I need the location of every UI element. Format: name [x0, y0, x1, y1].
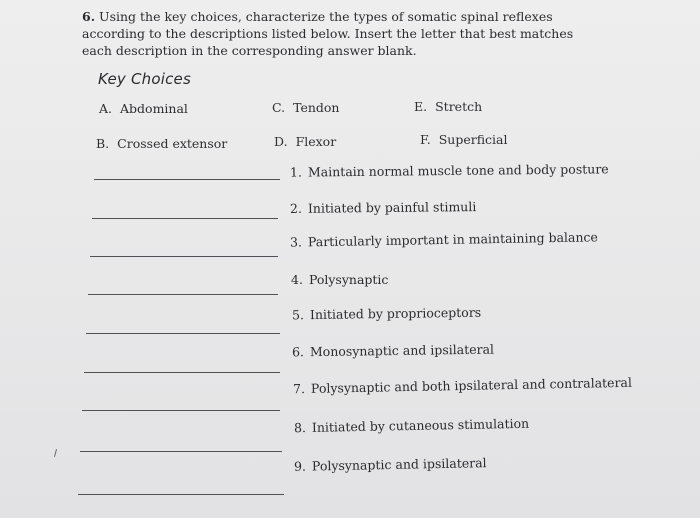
key-choice-label: Stretch: [435, 99, 483, 114]
answer-blank-4[interactable]: [88, 294, 278, 295]
answer-blank-2[interactable]: [92, 218, 278, 219]
answer-blank-5[interactable]: [86, 333, 280, 334]
description-4: [291, 272, 388, 287]
description-text: Polysynaptic: [308, 272, 389, 287]
key-choices-title: Key Choices: [98, 70, 191, 88]
description-9: [294, 455, 487, 474]
key-choice-label: Superficial: [438, 132, 508, 147]
question-prompt: [82, 8, 602, 59]
key-choice-letter: C.: [272, 100, 286, 115]
description-number: 6.: [291, 344, 305, 360]
key-choice-label: Tendon: [293, 100, 340, 115]
description-number: 8.: [293, 420, 307, 436]
key-choice-c: [272, 100, 340, 115]
key-choice-f: [420, 132, 507, 147]
key-choice-b: [96, 136, 227, 151]
key-choice-letter: B.: [96, 136, 110, 151]
key-choice-d: [274, 134, 336, 149]
key-choice-label: Crossed extensor: [117, 136, 228, 151]
question-number: 6.: [82, 9, 96, 24]
description-number: 4.: [291, 272, 303, 287]
description-text: Polysynaptic and ipsilateral: [311, 455, 487, 474]
description-text: Maintain normal muscle tone and body posture: [307, 161, 609, 180]
description-1: [290, 161, 609, 179]
key-choice-letter: F.: [420, 132, 431, 147]
description-5: [292, 305, 481, 323]
answer-blank-6[interactable]: [84, 372, 280, 373]
description-number: 7.: [292, 381, 306, 397]
answer-blank-1[interactable]: [94, 179, 280, 180]
description-8: [294, 416, 529, 436]
answer-blank-3[interactable]: [90, 256, 278, 257]
description-number: 5.: [291, 307, 305, 323]
description-number: 2.: [289, 200, 303, 216]
description-6: [292, 342, 494, 360]
answer-blank-7[interactable]: [82, 410, 280, 411]
answer-blank-9[interactable]: [78, 494, 284, 495]
key-choice-a: [99, 101, 188, 116]
description-number: 3.: [289, 234, 303, 250]
question-text: Using the key choices, characterize the types of somatic spinal reflexes according to the descriptions listed below. Insert the letter that best matches each description in the corresponding answer blank.: [82, 9, 574, 58]
pen-mark: [54, 449, 57, 457]
key-choice-letter: E.: [414, 99, 428, 114]
description-text: Initiated by proprioceptors: [309, 304, 482, 323]
key-choice-letter: D.: [274, 134, 288, 149]
key-choice-letter: A.: [99, 101, 113, 116]
description-text: Particularly important in maintaining balance: [307, 229, 599, 250]
key-choice-label: Abdominal: [120, 101, 188, 116]
answer-blank-8[interactable]: [80, 451, 282, 452]
description-7: [293, 375, 632, 397]
description-number: 9.: [293, 458, 307, 474]
key-choice-label: Flexor: [295, 134, 337, 149]
key-choice-e: [414, 99, 482, 114]
description-text: Polysynaptic and both ipsilateral and contralateral: [310, 374, 633, 396]
description-text: Initiated by painful stimuli: [307, 199, 477, 216]
description-3: [290, 229, 598, 249]
description-number: 1.: [289, 164, 303, 180]
description-text: Monosynaptic and ipsilateral: [309, 341, 495, 360]
description-2: [290, 199, 476, 216]
description-text: Initiated by cutaneous stimulation: [311, 415, 530, 435]
